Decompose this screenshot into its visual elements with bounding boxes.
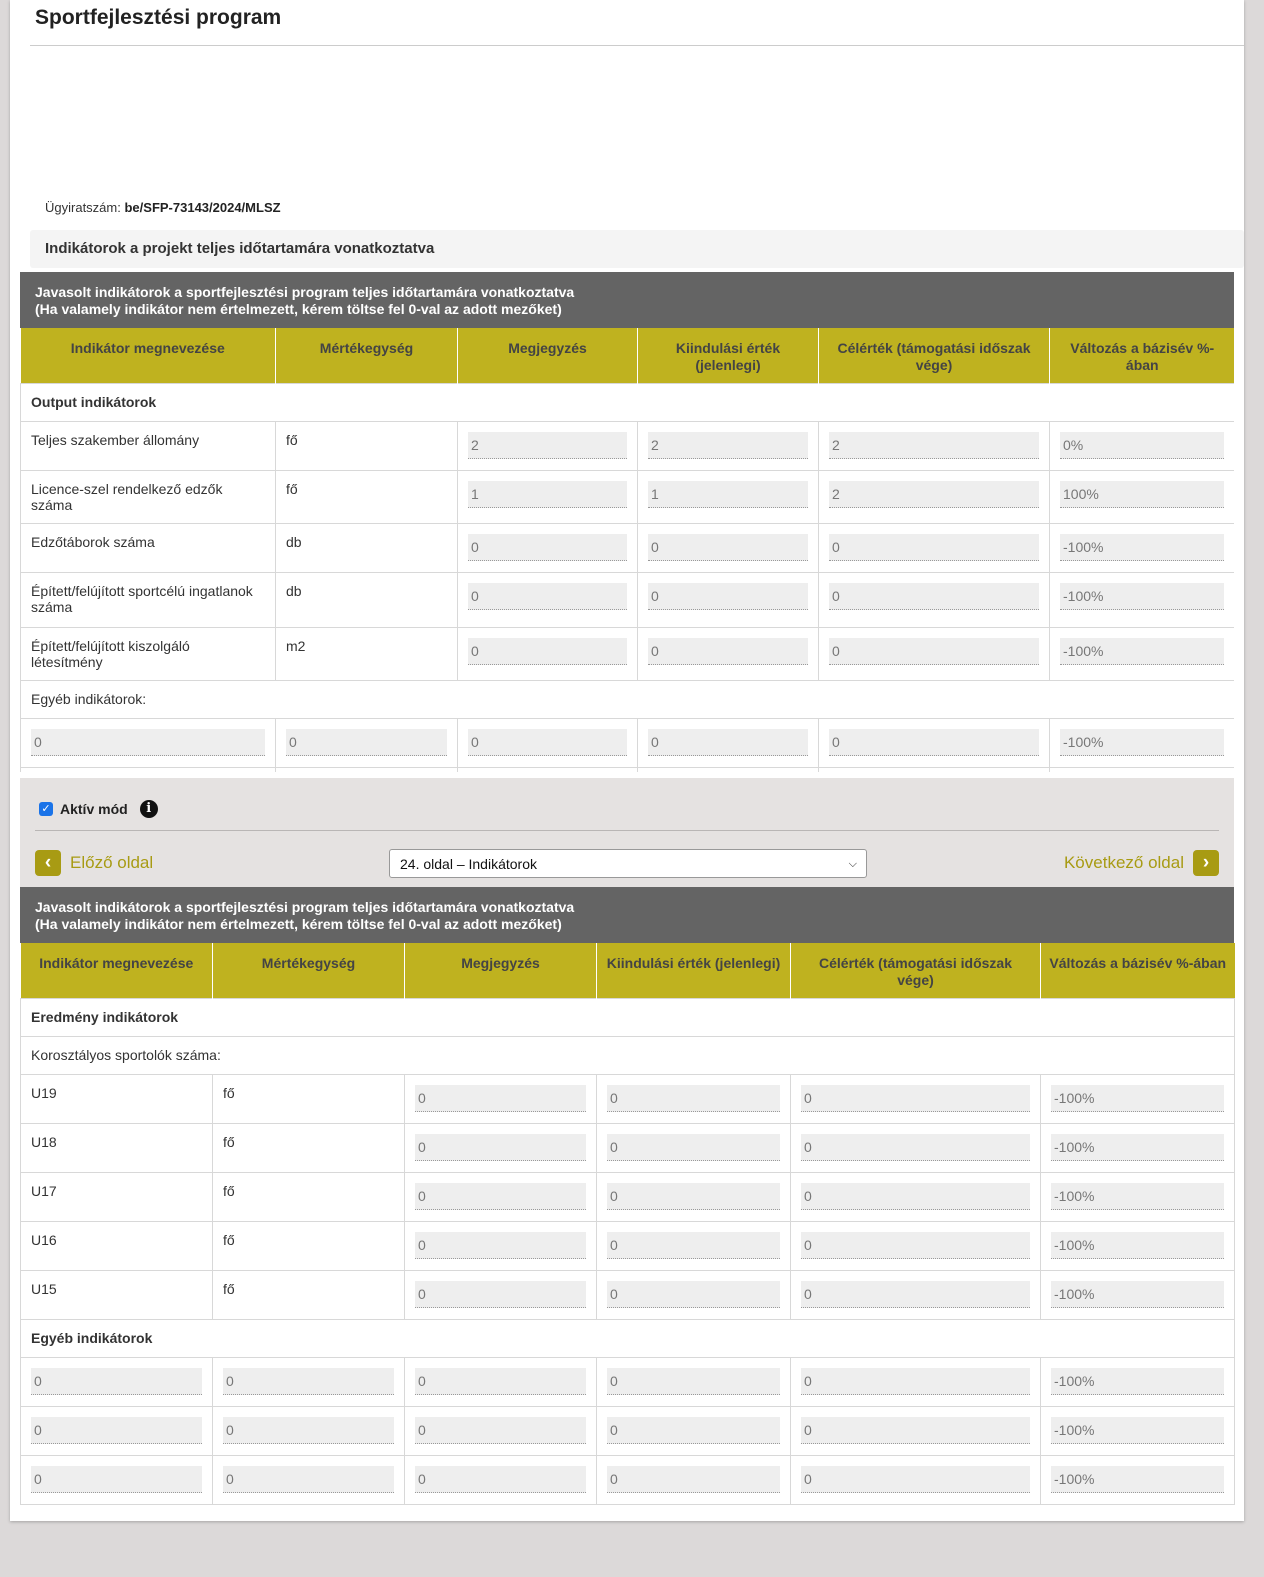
table-header-note: (Ha valamely indikátor nem értelmezett, kérem töltse fel 0-val az adott mezőket) [35, 301, 562, 317]
target-value-field[interactable] [801, 1368, 1030, 1395]
note-field[interactable] [415, 1134, 586, 1161]
table-dark-header [20, 887, 1234, 943]
chevron-right-icon: › [1193, 850, 1219, 876]
case-number-value: be/SFP-73143/2024/MLSZ [124, 200, 281, 215]
table-row [21, 572, 1235, 627]
table-row [21, 1406, 1235, 1455]
target-value-field[interactable] [801, 1417, 1030, 1444]
target-value-field[interactable] [829, 432, 1039, 459]
target-value-field[interactable] [801, 1466, 1030, 1493]
indicator-unit: db [276, 523, 458, 572]
change-field[interactable] [1051, 1232, 1224, 1259]
indicator-unit: fő [213, 1270, 405, 1319]
table-row [21, 1455, 1235, 1504]
chevron-down-icon: ⌵ [848, 858, 857, 870]
active-mode-panel [20, 778, 1234, 894]
col-header-unit: Mértékegység [213, 943, 405, 998]
change-field[interactable] [1060, 729, 1224, 756]
base-value-field[interactable] [648, 534, 808, 561]
col-header-base: Kiindulási érték (jelenlegi) [638, 328, 819, 383]
change-field[interactable] [1060, 432, 1224, 459]
indicator-table [20, 328, 1234, 772]
change-field[interactable] [1051, 1417, 1224, 1444]
page-select-value: 24. oldal – Indikátorok [400, 856, 537, 872]
col-header-note: Megjegyzés [458, 328, 638, 383]
table-row [21, 1221, 1235, 1270]
group-row [21, 383, 1235, 421]
group-row [21, 680, 1235, 718]
change-field[interactable] [1060, 534, 1224, 561]
col-header-change: Változás a bázisév %-ában [1041, 943, 1235, 998]
group-row [21, 1319, 1235, 1357]
col-header-note: Megjegyzés [405, 943, 597, 998]
other-unit-field[interactable] [223, 1368, 394, 1395]
col-header-name: Indikátor megnevezése [21, 943, 213, 998]
indicator-unit: fő [213, 1123, 405, 1172]
table-header-line: Javasolt indikátorok a sportfejlesztési program teljes időtartamára vonatkoztatva [35, 899, 575, 915]
indicator-unit: fő [213, 1221, 405, 1270]
note-field[interactable] [415, 1466, 586, 1493]
table-dark-header [20, 272, 1234, 328]
table-row [21, 1357, 1235, 1406]
title-divider [30, 45, 1244, 46]
base-value-field[interactable] [648, 729, 808, 756]
page-title: Sportfejlesztési program [35, 6, 282, 29]
column-header-row [21, 328, 1235, 383]
indicator-table-output [20, 272, 1234, 772]
col-header-base: Kiindulási érték (jelenlegi) [597, 943, 791, 998]
note-field[interactable] [415, 1232, 586, 1259]
base-value-field[interactable] [607, 1281, 780, 1308]
indicator-unit: db [276, 572, 458, 627]
target-value-field[interactable] [801, 1134, 1030, 1161]
chevron-left-icon: ‹ [35, 850, 61, 876]
col-header-unit: Mértékegység [276, 328, 458, 383]
base-value-field[interactable] [648, 583, 808, 610]
change-field[interactable] [1051, 1281, 1224, 1308]
change-field[interactable] [1060, 638, 1224, 665]
target-value-field[interactable] [829, 729, 1039, 756]
prev-page-button[interactable] [35, 850, 153, 876]
note-field[interactable] [468, 534, 627, 561]
table-row [21, 421, 1235, 470]
indicator-name: Épített/felújított kiszolgáló létesítmény [21, 627, 276, 680]
indicator-name: Teljes szakember állomány [21, 421, 276, 470]
page-select[interactable] [389, 849, 867, 878]
table-row [21, 470, 1235, 523]
table-row [21, 523, 1235, 572]
indicator-unit: fő [213, 1074, 405, 1123]
indicator-name: U15 [21, 1270, 213, 1319]
change-field[interactable] [1051, 1183, 1224, 1210]
change-field[interactable] [1051, 1134, 1224, 1161]
table-row [21, 1270, 1235, 1319]
subgroup-label: Korosztályos sportolók száma: [21, 1036, 1235, 1074]
subgroup-row [21, 1036, 1235, 1074]
change-field[interactable] [1051, 1085, 1224, 1112]
note-field[interactable] [415, 1085, 586, 1112]
prev-page-label: Előző oldal [70, 853, 154, 872]
table-header-note: (Ha valamely indikátor nem értelmezett, kérem töltse fel 0-val az adott mezőket) [35, 916, 562, 932]
indicator-unit: fő [213, 1172, 405, 1221]
indicator-name: Licence-szel rendelkező edzők száma [21, 470, 276, 523]
active-mode-checkbox[interactable]: ✓ [39, 802, 53, 816]
case-number [45, 200, 281, 215]
target-value-field[interactable] [801, 1281, 1030, 1308]
note-field[interactable] [415, 1281, 586, 1308]
table-row [21, 1074, 1235, 1123]
section-title: Indikátorok a projekt teljes időtartamára vonatkoztatva [30, 230, 1244, 268]
base-value-field[interactable] [607, 1466, 780, 1493]
target-value-field[interactable] [801, 1085, 1030, 1112]
panel-divider [35, 830, 1219, 831]
indicator-name: U19 [21, 1074, 213, 1123]
indicator-table [20, 943, 1235, 1505]
base-value-field[interactable] [607, 1232, 780, 1259]
col-header-target: Célérték (támogatási időszak vége) [791, 943, 1041, 998]
col-header-name: Indikátor megnevezése [21, 328, 276, 383]
other-name-field[interactable] [31, 1417, 202, 1444]
group-row [21, 998, 1235, 1036]
next-page-label: Következő oldal [1063, 853, 1184, 872]
base-value-field[interactable] [607, 1134, 780, 1161]
group-label: Eredmény indikátorok [21, 998, 1235, 1036]
target-value-field[interactable] [801, 1183, 1030, 1210]
info-icon[interactable]: i [140, 800, 158, 818]
table-row [21, 718, 1235, 767]
change-field[interactable] [1051, 1368, 1224, 1395]
target-value-field[interactable] [829, 481, 1039, 508]
target-value-field[interactable] [829, 534, 1039, 561]
note-field[interactable] [468, 583, 627, 610]
other-name-field[interactable] [31, 1466, 202, 1493]
base-value-field[interactable] [607, 1368, 780, 1395]
col-header-target: Célérték (támogatási időszak vége) [819, 328, 1050, 383]
target-value-field[interactable] [829, 638, 1039, 665]
indicator-name: Edzőtáborok száma [21, 523, 276, 572]
note-field[interactable] [415, 1417, 586, 1444]
next-page-button[interactable] [1064, 850, 1219, 876]
column-header-row [21, 943, 1235, 998]
target-value-field[interactable] [829, 583, 1039, 610]
col-header-change: Változás a bázisév %-ában [1050, 328, 1235, 383]
change-field[interactable] [1051, 1466, 1224, 1493]
base-value-field[interactable] [648, 638, 808, 665]
case-number-label: Ügyiratszám: [45, 200, 121, 215]
table-row [21, 1172, 1235, 1221]
note-field[interactable] [415, 1183, 586, 1210]
note-field[interactable] [415, 1368, 586, 1395]
group-label: Egyéb indikátorok: [21, 680, 1235, 718]
indicator-unit: m2 [276, 627, 458, 680]
group-label: Egyéb indikátorok [21, 1319, 1235, 1357]
base-value-field[interactable] [648, 481, 808, 508]
other-unit-field[interactable] [223, 1417, 394, 1444]
change-field[interactable] [1060, 583, 1224, 610]
note-field[interactable] [468, 638, 627, 665]
note-field[interactable] [468, 432, 627, 459]
base-value-field[interactable] [607, 1183, 780, 1210]
active-mode-row [39, 800, 158, 818]
change-field[interactable] [1060, 481, 1224, 508]
note-field[interactable] [468, 729, 627, 756]
indicator-name: U18 [21, 1123, 213, 1172]
indicator-unit: fő [276, 470, 458, 523]
indicator-unit: fő [276, 421, 458, 470]
table-row [21, 627, 1235, 680]
note-field[interactable] [468, 481, 627, 508]
table-row [21, 1123, 1235, 1172]
target-value-field[interactable] [801, 1232, 1030, 1259]
indicator-name: U16 [21, 1221, 213, 1270]
table-header-line: Javasolt indikátorok a sportfejlesztési program teljes időtartamára vonatkoztatva [35, 284, 575, 300]
indicator-name: U17 [21, 1172, 213, 1221]
group-label: Output indikátorok [21, 383, 1235, 421]
base-value-field[interactable] [607, 1085, 780, 1112]
indicator-table-result [20, 887, 1234, 1505]
base-value-field[interactable] [607, 1417, 780, 1444]
indicator-name: Épített/felújított sportcélú ingatlanok száma [21, 572, 276, 627]
other-name-field[interactable] [31, 729, 265, 756]
other-unit-field[interactable] [223, 1466, 394, 1493]
other-name-field[interactable] [31, 1368, 202, 1395]
base-value-field[interactable] [648, 432, 808, 459]
active-mode-label: Aktív mód [60, 801, 128, 817]
other-unit-field[interactable] [286, 729, 447, 756]
table-row [21, 767, 1235, 772]
